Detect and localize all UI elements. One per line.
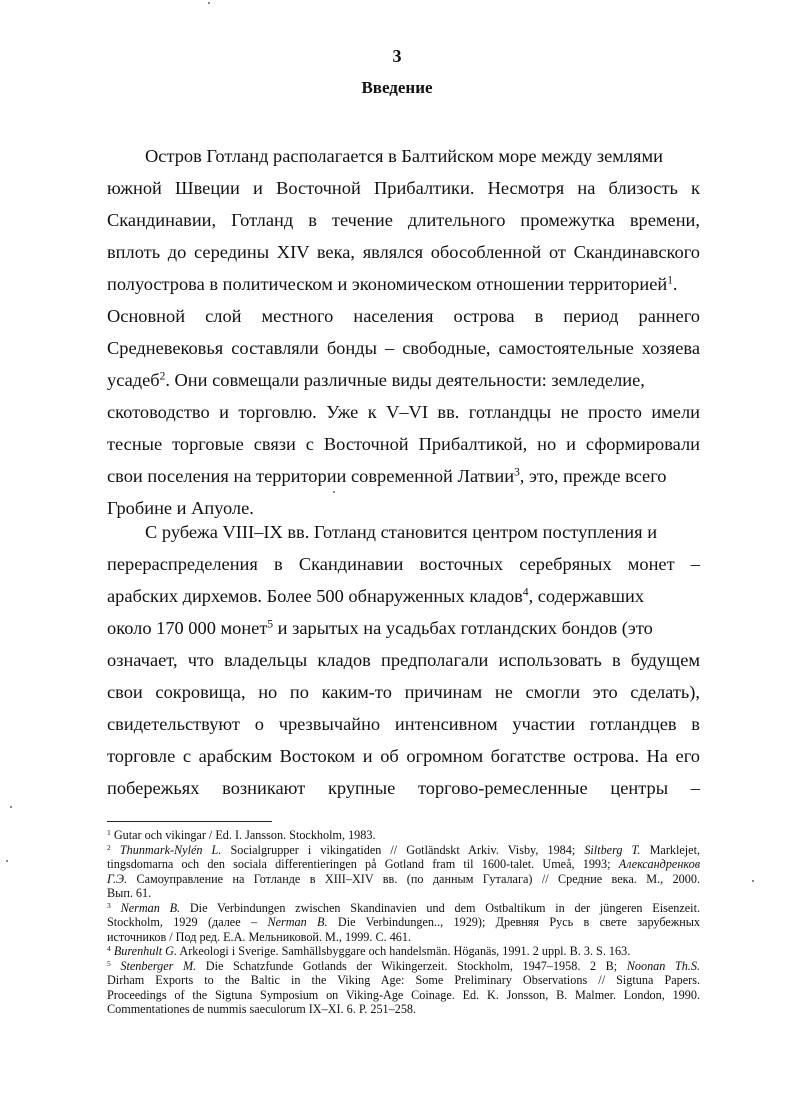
footnote-1: $^1$ Gutar och vikingar / Ed. I. Jansson. Stockholm, 1983. xyxy=(107,827,376,842)
text-line: арабских дирхемов. Более 500 обнаруженных кладов$^4$, содержавших xyxy=(107,586,645,606)
page-number: 3 xyxy=(392,46,402,66)
footnotes xyxy=(107,828,700,1017)
text-line: Скандинавии, Готланд в течение длительного промежутка времени, xyxy=(107,210,700,230)
text-line: вплоть до середины XIV века, являлся обособленной от Скандинавского xyxy=(107,242,700,262)
paragraph-1 xyxy=(107,140,700,524)
text-line: усадеб$^2$. Они совмещали различные виды деятельности: земледелие, xyxy=(107,370,645,390)
text-line: Остров Готланд располагается в Балтийском море между землями xyxy=(145,146,663,166)
text-line: тесные торговые связи с Восточной Прибалтикой, но и сформировали xyxy=(107,434,700,454)
footnote-2-cont: Вып. 61. xyxy=(107,886,152,900)
text-line: Гробине и Апуоле. xyxy=(107,498,254,518)
text-line: Средневековья составляли бонды – свободные, самостоятельные хозяева xyxy=(107,338,700,358)
footnote-ref: 5 xyxy=(267,618,274,631)
paragraph-2 xyxy=(107,516,700,804)
scan-speck xyxy=(10,806,12,808)
footnote-5: $^5$ Stenberger M. Die Schatzfunde Gotlands der Wikingerzeit. Stockholm, 1947–1958. 2 B; Noonan Th.S. xyxy=(107,958,700,973)
footnote-ref: 3 xyxy=(514,466,520,479)
footnote-5-cont: Commentationes de nummis saeculorum IX–XI. 6. P. 251–258. xyxy=(107,1002,417,1016)
text-line: около 170 000 монет$^5$ и зарытых на усадьбах готландских бондов (это xyxy=(107,618,653,638)
footnote-ref: 4 xyxy=(522,586,529,599)
text-line: полуострова в политическом и экономическом отношении территорией$^1$. xyxy=(107,274,678,294)
text-line: свои сокровища, но по каким-то причинам не смогли это сделать), xyxy=(107,682,700,702)
footnote-3: $^3$ Nerman B. Die Verbindungen zwischen Skandinavien und dem Ostbaltikum in der jüngeren Eisenzeit. xyxy=(107,900,701,915)
footnote-5-cont: Dirham Exports to the Baltic in the Viking Age: Some Preliminary Observations // Sigtuna Papers. xyxy=(107,973,700,987)
text-line: Основной слой местного населения острова в период раннего xyxy=(107,306,700,326)
text-line: С рубежа VIII–IX вв. Готланд становится центром поступления и xyxy=(145,522,658,542)
footnote-2-cont: tingsdomarna och den sociala differentieringen på Gotland fram til 1600-talet. Umeå, 1993; Александренков xyxy=(107,857,700,871)
footnote-4: $^4$ Burenhult G. Arkeologi i Sverige. Samhällsbyggare och handelsmän. Höganäs, 1991. 2 uppl. B. 3. S. 163. xyxy=(107,943,631,958)
text-line: южной Швеции и Восточной Прибалтики. Несмотря на близость к xyxy=(107,178,700,198)
scan-speck xyxy=(6,860,8,862)
scan-speck xyxy=(752,880,754,882)
footnote-3-cont: Stockholm, 1929 (далее – Nerman B. Die Verbindungen.., 1929); Древняя Русь в свете зарубежных xyxy=(107,915,701,929)
footnote-3-cont: источников / Под ред. Е.А. Мельниковой. М., 1999. С. 461. xyxy=(107,929,412,944)
text-line: перераспределения в Скандинавии восточных серебряных монет – xyxy=(107,554,700,574)
footnote-2-cont: Г.Э. Самоуправление на Готланде в XIII–XIV вв. (по данным Гуталага) // Средние века. М., 2000. xyxy=(107,871,700,886)
text-line: означает, что владельцы кладов предполагали использовать в будущем xyxy=(107,650,700,670)
section-title: Введение xyxy=(361,78,433,97)
scan-speck xyxy=(208,2,210,4)
footnote-ref: 1 xyxy=(667,274,673,287)
footnote-5-cont: Proceedings of the Sigtuna Symposium on Viking-Age Coinage. Ed. K. Jonsson, B. Malmer. London, 1990. xyxy=(107,987,700,1002)
footnote-2: $^2$ Thunmark-Nylén L. Socialgrupper i vikingatiden // Gotländskt Arkiv. Visby, 1984; Siltberg T. Marklejet, xyxy=(107,842,700,857)
scan-speck xyxy=(333,491,335,493)
text-line: свои поселения на территории современной Латвии$^3$, это, прежде всего xyxy=(107,466,667,486)
footnote-divider xyxy=(107,821,272,822)
text-line: побережьях возникают крупные торгово-ремесленные центры – xyxy=(107,778,700,798)
footnote-ref: 2 xyxy=(159,370,166,383)
text-line: свидетельствуют о чрезвычайно интенсивном участии готландцев в xyxy=(107,714,700,734)
text-line: торговле с арабским Востоком и об огромном богатстве острова. На его xyxy=(107,746,700,766)
text-line: скотоводство и торговлю. Уже к V–VI вв. готландцы не просто имели xyxy=(107,402,700,422)
